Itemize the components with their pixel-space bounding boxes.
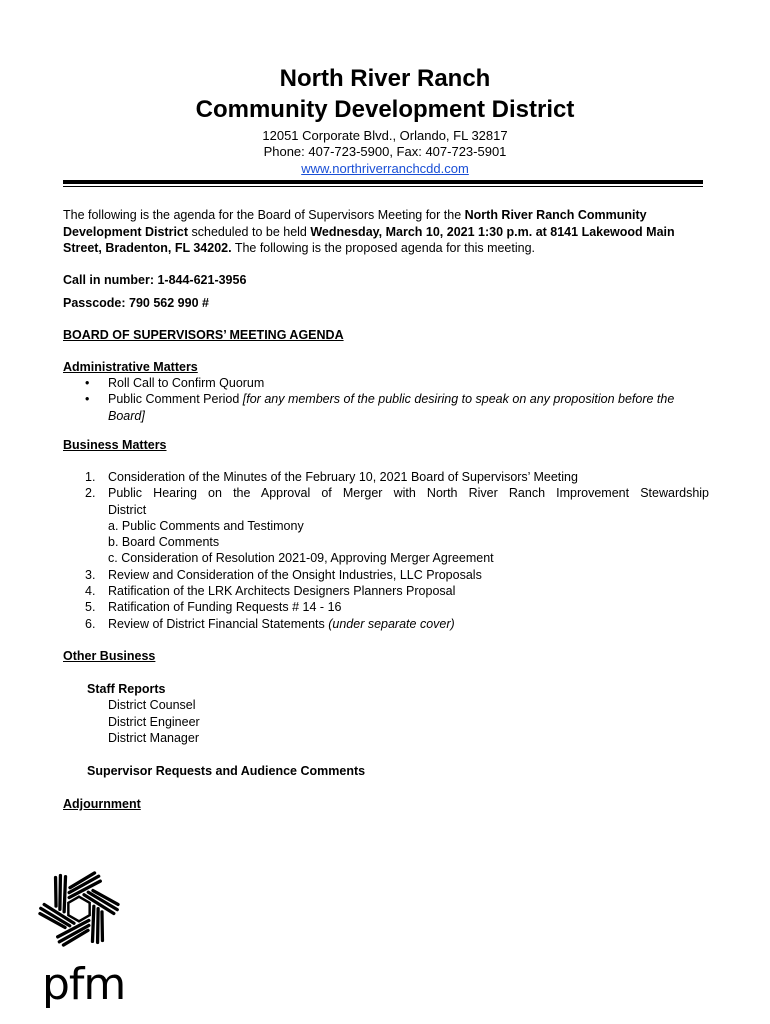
letterhead: [0, 64, 770, 178]
intro-district: North River Ranch Community Development District: [63, 208, 647, 239]
item-note: (under separate cover): [328, 616, 455, 631]
item-text: Ratification of Funding Requests # 14 - 16: [108, 600, 342, 615]
list-item: [63, 583, 709, 599]
phone-fax: Phone: 407-723-5900, Fax: 407-723-5901: [263, 144, 507, 159]
list-item: [63, 375, 709, 392]
item-number: 3.: [85, 567, 96, 582]
staff-reports: [63, 681, 709, 747]
item-text: Consideration of the Minutes of the February 10, 2021 Board of Supervisors’ Meeting: [108, 470, 578, 484]
adjournment-heading: Adjournment: [63, 796, 141, 811]
agenda-body: [63, 207, 709, 812]
staff-reports-heading: Staff Reports: [87, 681, 166, 696]
intro-date-location: Wednesday, March 10, 2021 1:30 p.m. at 8141 Lakewood Main Street, Bradenton, FL 34202.: [63, 224, 675, 255]
item-text: Review of District Financial Statements: [108, 616, 329, 631]
item-text-continued: District: [108, 502, 147, 517]
bullet-icon: •: [85, 392, 90, 406]
list-item: [63, 391, 709, 424]
intro-text-3: The following is the proposed agenda for this meeting.: [231, 241, 536, 255]
district-title: Community Development District: [195, 96, 575, 123]
intro-paragraph: [63, 207, 709, 257]
pfm-logo-icon: [38, 868, 120, 950]
administrative-list: [63, 375, 709, 425]
district-name: North River Ranch: [279, 65, 491, 92]
item-text: Public Hearing on the Approval of Merger with North River Ranch Improvement Stewardship: [108, 486, 709, 501]
staff-item: District Engineer: [108, 714, 200, 729]
list-item: [63, 567, 709, 583]
administrative-heading: Administrative Matters: [63, 359, 198, 374]
header-divider-thick: [63, 180, 703, 184]
header-divider-thin: [63, 186, 703, 187]
list-item-text: Roll Call to Confirm Quorum: [108, 375, 265, 390]
list-item: [63, 599, 709, 615]
item-number: 2.: [85, 486, 96, 501]
pfm-logo-text: pfm: [42, 959, 126, 1010]
business-list: [63, 469, 709, 632]
agenda-heading: BOARD OF SUPERVISORS’ MEETING AGENDA: [63, 327, 344, 342]
supervisor-requests: Supervisor Requests and Audience Comments: [87, 763, 366, 778]
website-link[interactable]: www.northriverranchcdd.com: [301, 161, 469, 176]
item-number: 4.: [85, 584, 96, 599]
intro-text-1: The following is the agenda for the Board of Supervisors Meeting for the: [63, 208, 465, 222]
list-item: [63, 485, 709, 518]
list-item-text: Public Comment Period: [108, 392, 243, 406]
item-text: Ratification of the LRK Architects Designers Planners Proposal: [108, 584, 456, 599]
intro-text-2: scheduled to be held: [188, 224, 311, 239]
item-number: 5.: [85, 600, 96, 615]
sub-item: a. Public Comments and Testimony: [108, 518, 304, 533]
bullet-icon: •: [85, 375, 90, 390]
list-item: [63, 469, 709, 485]
call-in-number: Call in number: 1-844-621-3956: [63, 272, 247, 287]
other-business-heading: Other Business: [63, 648, 156, 663]
list-item-note: [for any members of the public desiring to speak on any proposition before the Board]: [108, 392, 675, 423]
business-heading: Business Matters: [63, 438, 167, 452]
list-item: [63, 616, 709, 632]
address: 12051 Corporate Blvd., Orlando, FL 32817: [262, 128, 508, 143]
staff-item: District Counsel: [108, 698, 196, 713]
item-number: 1.: [85, 470, 96, 484]
passcode: Passcode: 790 562 990 #: [63, 295, 209, 310]
item-number: 6.: [85, 616, 96, 631]
sub-item: b. Board Comments: [108, 535, 220, 550]
item-text: Review and Consideration of the Onsight Industries, LLC Proposals: [108, 567, 482, 582]
staff-item: District Manager: [108, 731, 199, 746]
sub-item: c. Consideration of Resolution 2021-09, Approving Merger Agreement: [108, 551, 494, 566]
